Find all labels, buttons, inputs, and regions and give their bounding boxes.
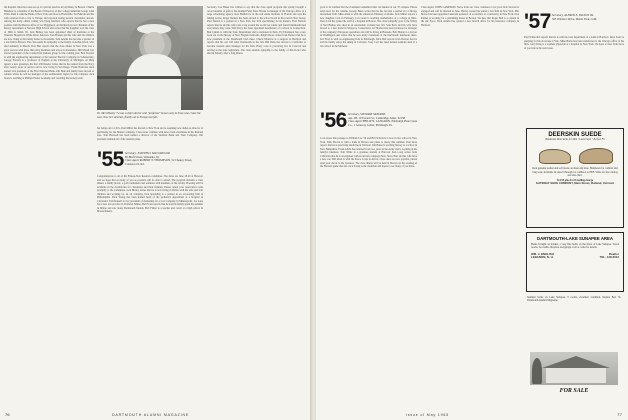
ad-lake-sunapee <box>526 232 624 292</box>
ad-deerskin-subtitle: Handsome Moccasins for Men • Latest Style • Perfect Fit <box>545 138 605 141</box>
right-column-2-text: Class Agent, JOHN CAMERON. News from our class continues to be good. Rob Stewart is engaged and will be married in June. Harvey Green has joined a law firm in New York. Phil Morse has been appointed assistant professor of economics at a university in New York. Don Palmer is working for a publishing house in Boston. We hear that Roger Bell is a captain in the Air Force. Dick Adams has opened a new branch office for his insurance company in Hartford. <box>421 6 519 27</box>
ad-lake-town: LEBANON, N. H. <box>531 254 554 259</box>
left-page <box>0 0 312 420</box>
left-column-3-text: Secretary Lou Baker has written to say that the class agent program this spring brought a record number of gifts to the Alumni Fund. Dave Bryant is manager of the Chicago office of a large advertising agency. Ken Hatfield is in the real estate business in Florida and says the fishing is fine. Roger Daniels has been elected to the school board in his town in New Jersey. Paul Weston is a partner in a New York law firm specializing in tax matters. Fred Nichols reports that he and his wife took a trip around the world last winter and found Dartmouth men everywhere they went. Walt Perry has been appointed headmaster of a school in Connecticut. Ben Lyman is with the State Department and is stationed in Paris. Ed Thompson has a new book out on the history of New England railroads. Ralph Moore writes from Denver that he is now president of the Dartmouth Club there. Chuck Winslow is a surgeon in Hartford and reports that his son will enter Dartmouth in the fall. Bill Dana has moved to California to become western sales manager for his firm. Harry Cole is practicing law in Concord and serving in the state legislature. The class extends sympathy to the family of Jim Porter who died in January after a long illness. <box>207 6 306 56</box>
ad-deerskin-suede <box>526 128 624 228</box>
right-page <box>316 0 628 420</box>
house-illustration <box>530 352 618 385</box>
class-year-57: '57 <box>524 10 551 33</box>
right-column-3-upper-text: Paul Whitcomb reports that he is with the trust department of a bank in Hartford. Dave Sears is studying for his doctorate at Yale. Mike Burns has been transferred to the Chicago office of his firm. Larry King is a resident physician at a hospital in New York. We hope to hear from more of you before the next issue. <box>524 36 624 50</box>
ad-deerskin-body: Real genuine leather and soft insole on sheer-dip shoe. Handsewn for comfort and long wear. Available in sizes 6 through 14, widths A to EEE. Write for free catalog and size chart. <box>532 167 618 177</box>
ad-for-sale-body: Summer home on Lake Sunapee, 8 rooms, excellent condition. Inquire Box 70, Dartmouth Alumni Magazine. <box>527 296 621 303</box>
ad-for-sale-label: FOR SALE <box>559 388 589 394</box>
left-folio: 76 <box>5 412 10 417</box>
photo-caption: Dr. Mert Healey '74 was a ship's doctor with "professor" known only to those who cruise the seas. Now he's abstract, finally out to Europe last fall. <box>97 112 201 119</box>
right-running-title: Issue of May 1965 <box>406 413 449 417</box>
class-year-56: '56 <box>320 109 347 132</box>
class-year-55: '55 <box>97 148 124 171</box>
left-column-3 <box>207 6 306 412</box>
ad-lake-body: Home brought on market, a very fine home on the shore of Lake Sunapee. Seven rooms, two baths, fireplace and garage. Call or write for details. <box>531 243 619 250</box>
class-heading-55 <box>97 150 203 173</box>
ad-lake-agent: WM. J. ENGLISH <box>531 251 554 256</box>
ad-deerskin-company: GATEWAY SHOE COMPANY, Main Street, Rutland, Vermont <box>535 181 615 186</box>
class-heading-56 <box>320 111 418 134</box>
left-column-1-text: the hospital. Most her sons are up at a private practice in psychiatry in Boston. Charlie Henshaw is a member of the Board of Directors of the College Industrial Group. John Wolfe Ruhl is with the Bank of New York and lives in Bronxville. Ted Marvin and his wife returned from a trip to Europe and reported seeing several classmates abroad. Among the many others writing was Doug Kitchell, who reports that he has a new position with the Boston office of Lee Higginson. Art Richards is now chairman of the history department at Newton High School and writes that his daughter is in the class of 1966 at Smith. Dr. Jack Bishop has been appointed chief of medicine at the Veterans Hospital in White River Junction. Tom Braden and his wife and six children are now living at the family home in Oceanside. Sam Adams has become a partner in a law firm in Boston. The class sends its sympathy to the family of Arthur Wood, who died suddenly in March. Don Hart reports that the class dinner in New York was a great success with more than sixty members and wives in attendance. Bill Marsh was elected president of the Connecticut bankers group for the coming year. Bob Stevens is with the engineering department of the General Electric Company in Schenectady. George Stevens is a professor of English at the University of Michigan. Al Ring reports a new grandson, his first. Phil Keeler writes that he has retired from the Navy after twenty years of service and is now living in San Diego. Frank Nash has been named vice president of the First National Bank. Jim Hale and family have moved to Atlanta where he will be manager of the southeastern region for his company. Jack Stone is teaching at Phillips Exeter Academy and coaching the hockey team. <box>4 6 94 80</box>
left-column-2-upper <box>97 127 203 149</box>
left-column-2-lower <box>97 175 203 412</box>
ad-for-sale <box>526 296 622 408</box>
right-column-2 <box>421 6 519 412</box>
ad-lake-title: DARTMOUTH-LAKE SUNAPEE AREA <box>537 236 613 241</box>
right-column-3-upper <box>524 36 624 126</box>
class-secretary-57: Secretary, ALFRED E. FALSON JR. 565 Windsor Drive, Menlo Park, Calif. <box>552 13 598 21</box>
ad-lake-agent-role: Realtor <box>609 251 619 256</box>
ad-deerskin-title: DEERSKIN SUEDE <box>548 132 602 138</box>
ad-deerskin-price: $14.95 plus $1.25 mailing charge <box>556 179 594 183</box>
moccasin-illustration <box>535 143 615 165</box>
right-column-1-upper-text: good to be notified that the classmates remember their old haunts on our '55 campus. Please send news for the column. George Bates writes that he has become a partner in a Chicago investment firm. Mike Allen is with the American Embassy in Rome. Jack Miller reports a new daughter born in February. Lou Grant is teaching mathematics at a college in Ohio. Dave Lord has joined the staff of a hospital in Boston. The class sympathy goes to the family of Ned Bishop who died in an automobile accident last fall. Sam Peck and his wife have moved to a new home in Westport, Connecticut. Al Thomas has been promoted to manager of his company's European operations and will be living in Brussels. Bob Hunter is a lawyer in Washington and writes that he sees many classmates at the Dartmouth luncheons there. Ted Frost is with an engineering firm in Pittsburgh. Dick Hall reports from Denver that he and his family enjoy the skiing in Colorado. Tony Carr has been named assistant dean at a law school in the Midwest. <box>320 6 417 49</box>
class-secretary-56: Secretary, STEWART SANDERS Apt. 2B, 19 Everett St., Cambridge, Mass. 02138 Class Agent PHILIP N. LANGDON, Pittsburgh Plate Glass Co., 1 Gateway Center, Pittsburgh, Pa. <box>348 112 417 127</box>
right-column-1-lower-text: I can swear this passage to William Coe '56 and Bill Schwartz is now in law school in New York. Dick Brown is with a bank in Boston and plans to marry this summer. Paul Ross reports that he is practicing medicine in Vermont. Jim Baker is teaching history at a school in New Hampshire. Frank Gibbs has returned from two years in the Army and is working in his family's business. Tom White is a graduate student at Harvard. Ken Long writes from California that he is an engineer with an aircraft company there. Steve Hart and his wife have a new son. Bill Reed is with the Peace Corps in Africa. Class dues are now payable; please send your check to the treasurer. The class dinner will be held in Boston on the evening of the Harvard game this fall. Jack Young is the chairman and hopes to see many of you there. <box>320 137 417 169</box>
left-column-2-upper-text: but being out to J.R.S. Paul Miller has moved to New York and is assuming new duties as director of purchasing for the Mutual company. Class notes continue with news from classmates in the Rutland area. Tom Hartwell has been named a director of the Vermont Bank and Trust Company. Our president reminds all of the reunion plans. <box>97 127 203 141</box>
ad-lake-contact-row <box>527 256 623 259</box>
ad-lake-phone: TEL. 448-3012 <box>599 254 619 259</box>
left-column-2-lower-text: Congratulations to all of the Fifteen-Year Reunion committee. The dates are June 18-20 at Hanover and we hope that as many of you as possible will be able to attend. The program includes a class dinner, a family picnic, a golf tournament and seminars with members of the faculty. Housing will be available in the dormitories for classmates and their families. Please return your reservation cards promptly to the committee. Jack Hurley writes that he is now living in Dallas with his wife and four children and working for an oil company. Don Spaulding is a partner in an accounting firm in Philadelphia. Dick Young has been named head of the pediatrics department at a hospital in Cleveland. Tom Russell is vice president of marketing for a food company in Minneapolis. Joe Lane has a new law practice in Portland, Maine. Hal Evans reports that he and his family spent the summer in Maine and saw many Dartmouth friends. Bob Fisher is a teacher and coach at a high school in Massachusetts. <box>97 175 203 214</box>
right-column-1-upper <box>320 6 417 106</box>
class-heading-57 <box>524 12 624 35</box>
right-column-1-lower <box>320 137 417 412</box>
portrait-photo <box>97 6 203 110</box>
right-folio: 77 <box>617 412 622 417</box>
left-column-1 <box>4 6 94 412</box>
left-running-title: DARTMOUTH ALUMNI MAGAZINE <box>112 413 190 417</box>
class-secretary-55: Secretary, JOSEPH D. MACGREGOR 85 Bluff Street, Winnetka, Ill. Class Agent ROBERT P. THOMPSON, 52 Cheney Street, Cranston 10, R.I. <box>125 151 193 166</box>
